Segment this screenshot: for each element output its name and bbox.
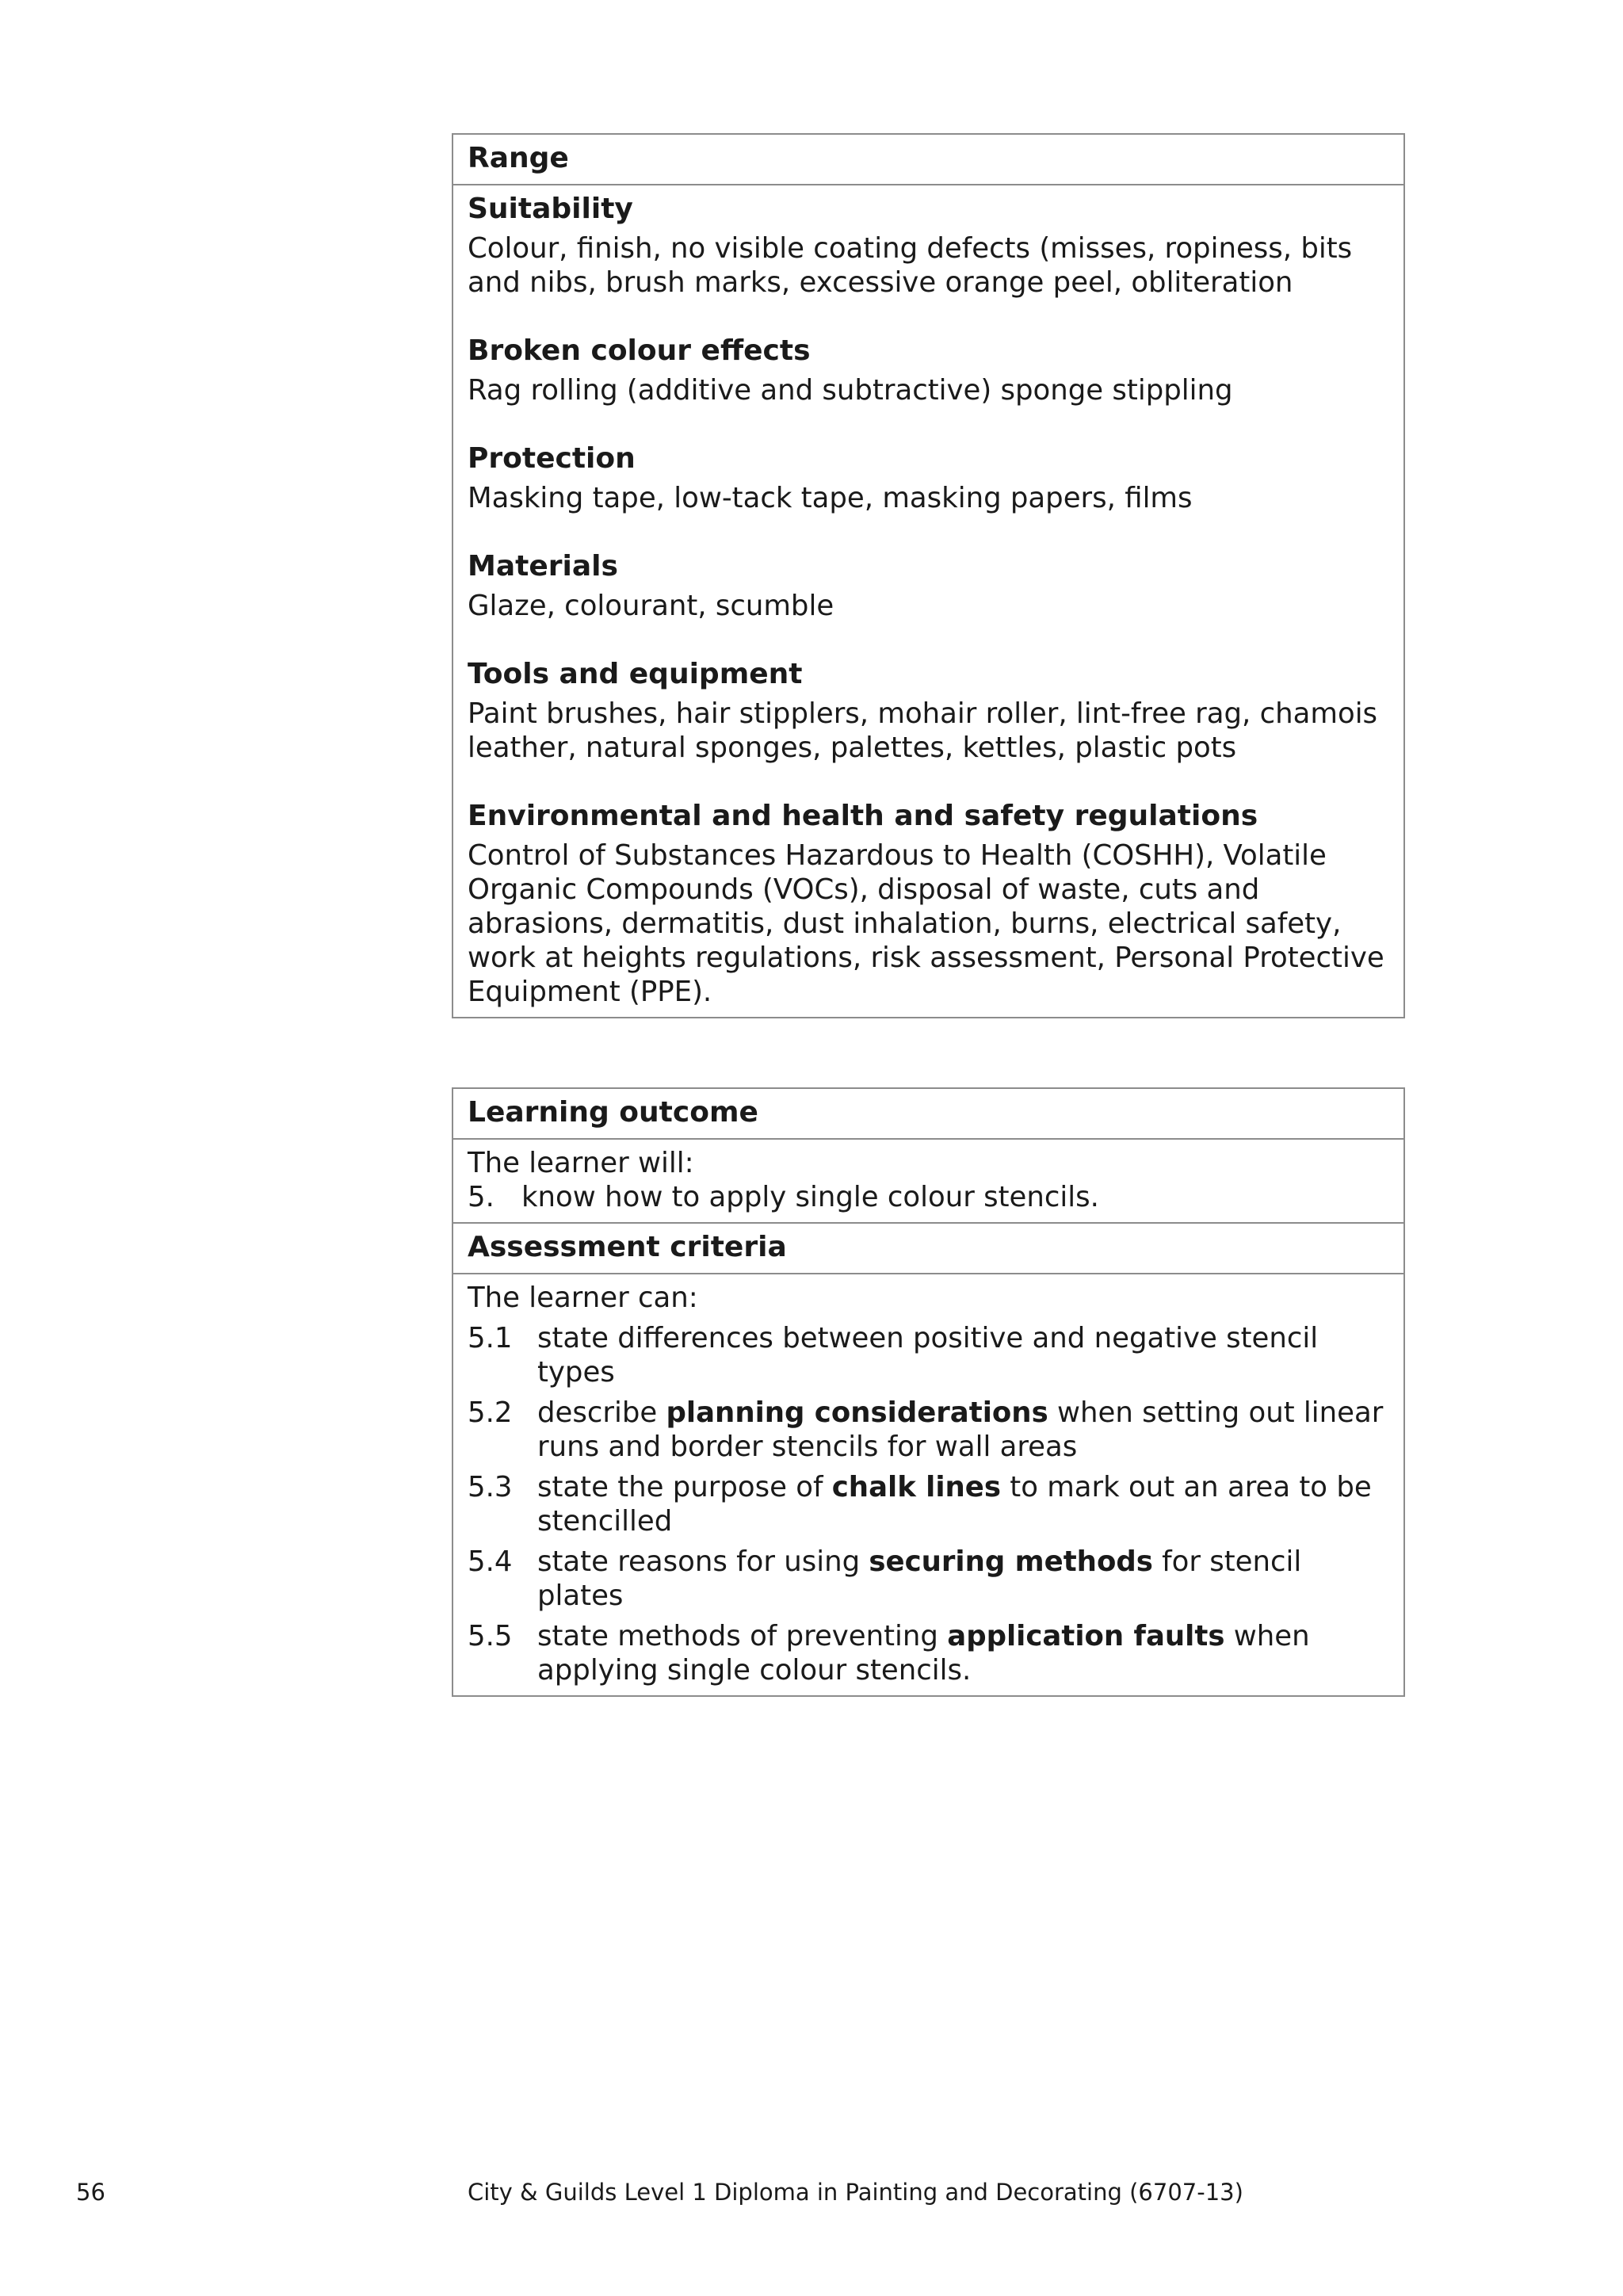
criteria-item-5-1 — [468, 1321, 1389, 1389]
assessment-intro: The learner can: — [468, 1282, 698, 1314]
section-text: Colour, finish, no visible coating defects (misses, ropiness, bits and nibs, brush marks, excessive orange peel, obliteration — [468, 232, 1353, 299]
criteria-text-before: state the purpose of — [537, 1471, 832, 1503]
criteria-number: 5.4 — [468, 1545, 513, 1578]
section-title: Broken colour effects — [468, 334, 811, 367]
learning-outcome-item — [468, 1180, 1389, 1214]
criteria-text-bold: chalk lines — [831, 1471, 1001, 1503]
range-section-protection — [468, 441, 1389, 515]
criteria-number: 5.3 — [468, 1471, 513, 1503]
criteria-item-5-4 — [468, 1545, 1389, 1613]
criteria-text — [537, 1619, 1389, 1687]
criteria-text — [537, 1470, 1389, 1538]
range-section-tools-and-equipment — [468, 657, 1389, 765]
footer-title: City & Guilds Level 1 Diploma in Painting and Decorating (6707-13) — [468, 2179, 1243, 2206]
criteria-text-before: state reasons for using — [537, 1545, 869, 1578]
range-section-broken-colour-effects — [468, 334, 1389, 407]
criteria-text — [537, 1321, 1389, 1389]
criteria-text-after: when setting out linear runs and border stencils for wall areas — [537, 1396, 1384, 1463]
section-text: Masking tape, low-tack tape, masking papers, films — [468, 482, 1193, 514]
criteria-item-5-2 — [468, 1396, 1389, 1464]
learning-outcome-heading: Learning outcome — [453, 1089, 1403, 1140]
section-title: Materials — [468, 550, 618, 583]
criteria-text-bold: planning considerations — [666, 1396, 1048, 1429]
section-text: Glaze, colourant, scumble — [468, 590, 834, 622]
range-heading: Range — [453, 135, 1403, 185]
criteria-number: 5.1 — [468, 1322, 513, 1354]
range-section-materials — [468, 549, 1389, 623]
criteria-text — [537, 1396, 1389, 1464]
section-title: Tools and equipment — [468, 658, 803, 690]
criteria-text-after: for stencil plates — [537, 1545, 1302, 1612]
assessment-criteria-heading: Assessment criteria — [453, 1224, 1403, 1274]
section-text: Paint brushes, hair stipplers, mohair roller, lint-free rag, chamois leather, natural sponges, palettes, kettles, plastic pots — [468, 697, 1378, 764]
learning-outcome-intro: The learner will: — [468, 1147, 694, 1179]
criteria-text-bold: application faults — [947, 1620, 1225, 1652]
section-title: Environmental and health and safety regulations — [468, 800, 1258, 832]
learning-outcome-content — [453, 1140, 1403, 1224]
criteria-text — [537, 1545, 1389, 1613]
section-title: Suitability — [468, 193, 633, 225]
page-number: 56 — [76, 2179, 105, 2206]
criteria-text-after: when applying single colour stencils. — [537, 1620, 1310, 1687]
criteria-text-bold: securing methods — [869, 1545, 1153, 1578]
section-text: Rag rolling (additive and subtractive) sponge stippling — [468, 374, 1233, 407]
criteria-text-before: describe — [537, 1396, 666, 1429]
range-section-environmental-regulations — [468, 799, 1389, 1009]
criteria-text-before: state methods of preventing — [537, 1620, 948, 1652]
learning-outcome-text: know how to apply single colour stencils. — [521, 1181, 1099, 1213]
criteria-text-after: to mark out an area to be stencilled — [537, 1471, 1372, 1538]
range-table — [452, 133, 1405, 1018]
section-title: Protection — [468, 442, 636, 475]
range-section-suitability — [468, 192, 1389, 300]
criteria-text-before: state differences between positive and negative stencil types — [537, 1322, 1319, 1389]
criteria-item-5-5 — [468, 1619, 1389, 1687]
learning-outcome-table — [452, 1087, 1405, 1697]
learning-outcome-number: 5. — [468, 1181, 495, 1213]
criteria-item-5-3 — [468, 1470, 1389, 1538]
criteria-number: 5.5 — [468, 1620, 513, 1652]
range-content — [453, 185, 1403, 1017]
criteria-number: 5.2 — [468, 1396, 513, 1429]
section-text: Control of Substances Hazardous to Health (COSHH), Volatile Organic Compounds (VOCs), disposal of waste, cuts and abrasions, dermatitis, dust inhalation, burns, electrical safety, work at heights regulations, risk assessment, Personal Protective Equipment (PPE). — [468, 839, 1384, 1008]
assessment-criteria-content — [453, 1274, 1403, 1695]
